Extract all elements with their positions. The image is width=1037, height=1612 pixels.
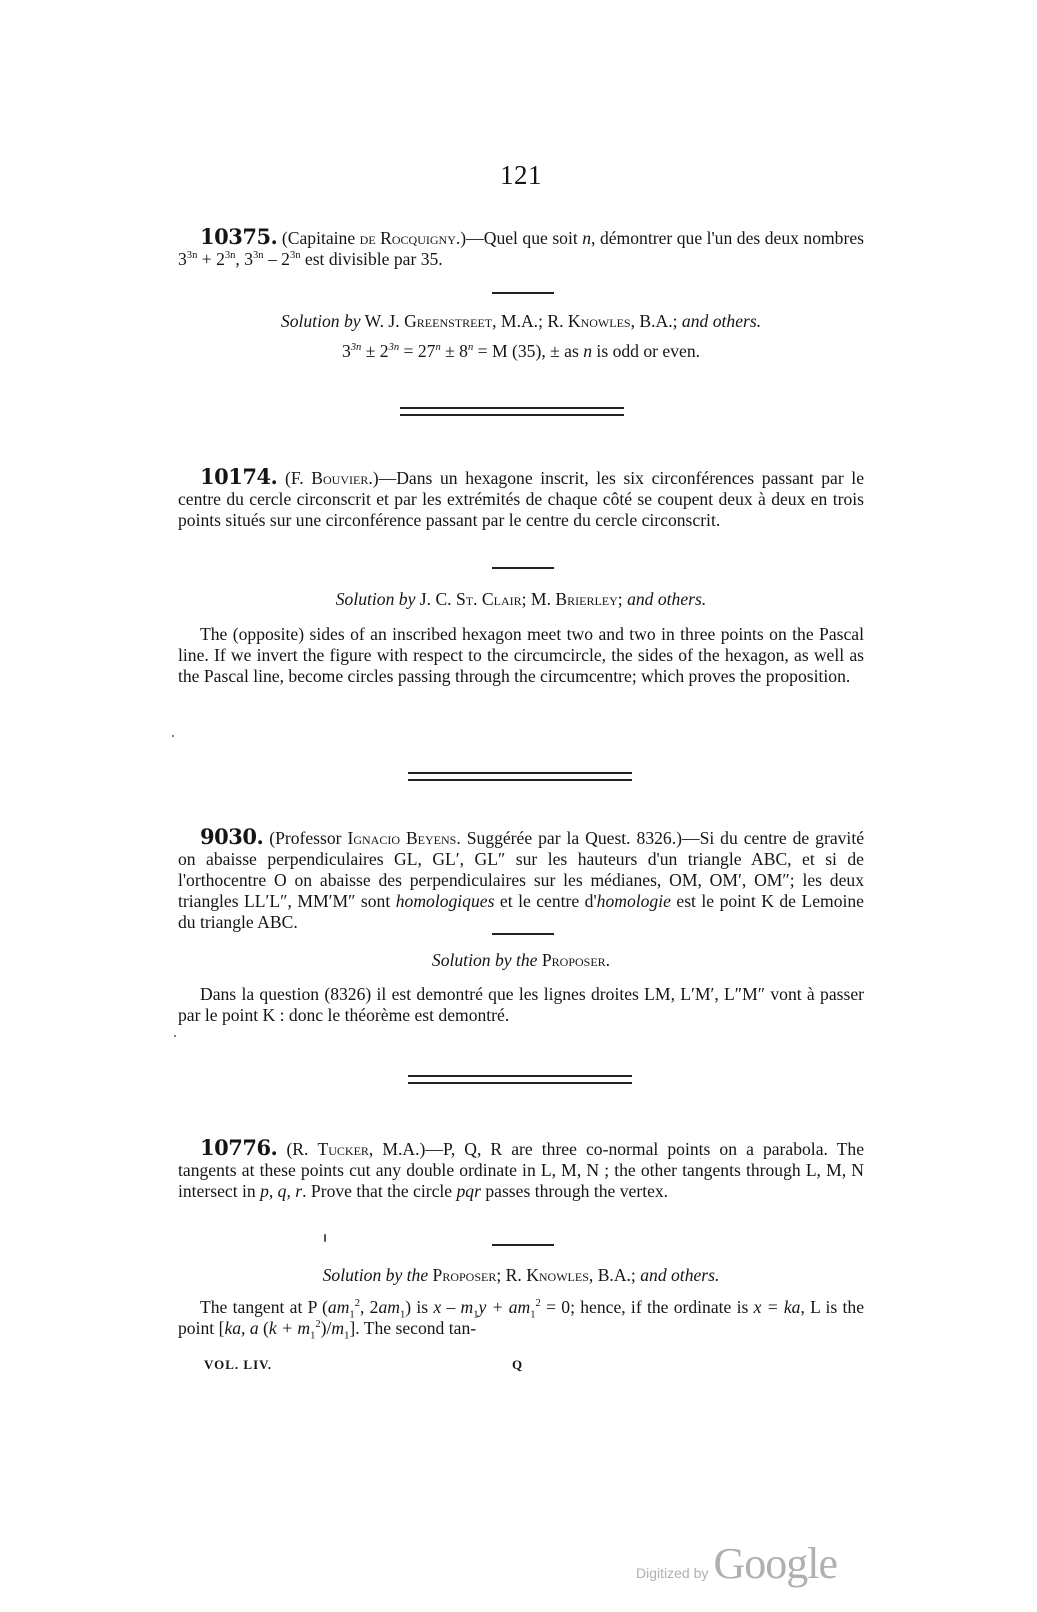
solution-credit — [178, 589, 864, 610]
math-sub: 1 — [473, 1309, 479, 1321]
solver-name: Knowles — [526, 1265, 589, 1285]
proposer-prefix: (Professor — [269, 828, 348, 848]
solver-name: Greenstreet — [404, 311, 493, 331]
section-divider — [492, 1244, 554, 1246]
math-var: pqr — [456, 1181, 481, 1201]
math-var: am — [327, 1297, 350, 1317]
solution-label: Solution by the — [431, 950, 538, 970]
solution-credit — [178, 950, 864, 971]
solution-label: Solution by — [335, 589, 416, 609]
proposer-prefix: (F. — [285, 468, 312, 488]
math-text: ) is — [405, 1297, 434, 1317]
solver-name: Knowles — [567, 311, 631, 331]
math-text: , 2 — [359, 1297, 379, 1317]
problem-10375 — [178, 226, 864, 270]
statement-text: , 3 — [235, 249, 254, 269]
solution-text: Dans la question (8326) il est demontré que les lignes droites LM, L′M′, L″M″ vont à passer par le point K : donc le théorème est demontré. — [178, 984, 864, 1025]
solution-credit — [178, 1265, 864, 1286]
math-text: The tangent at P ( — [200, 1297, 328, 1317]
statement-text: est le point K de Lemoine du triangle ABC. — [178, 891, 864, 932]
section-divider — [492, 292, 554, 294]
solver-text: ; — [617, 589, 628, 609]
solver-text: , B.A.; — [630, 311, 682, 331]
math-text: ( — [258, 1318, 269, 1338]
math-var: k + m — [268, 1318, 311, 1338]
statement-text: . Suggérée par la Quest. 8326.)—Si du centre de gravité on abaisse perpendiculaires GL, GL′, GL″ sur les hauteurs d'un triangle ABC, et si de l'orthocentre O on abaisse des perpendiculaires sur les médianes, OM, OM′, OM″; les deux triangles LL′L″, MM′M″ sont — [178, 828, 865, 911]
solution-body — [178, 984, 864, 1026]
math-text: is odd or even. — [592, 341, 701, 361]
math-sup: n — [467, 342, 474, 354]
solver-name: St. Clair — [455, 589, 522, 609]
problem-statement — [178, 226, 864, 270]
solver-text: . — [605, 950, 611, 970]
statement-text: .)—Dans un hexagone inscrit, les six circonférences passant par le centre du cercle circonscrit et par les extrémités de chaque côté se coupent deux à deux en trois points situés sur une circonférence passant par le centre du cercle circonscrit. — [178, 468, 865, 530]
solver-name: Proposer — [432, 1265, 497, 1285]
and-others: and others. — [627, 589, 707, 609]
solution-label: Solution by — [280, 311, 361, 331]
math-sup: 2 — [535, 1298, 541, 1310]
solution-text — [178, 1297, 865, 1342]
math-sup: 3n — [350, 342, 362, 354]
math-text: ± 2 — [361, 341, 389, 361]
page-number: 121 — [500, 160, 542, 190]
math-sup: 2 — [315, 1319, 321, 1331]
italic-term: homologie — [596, 891, 671, 911]
math-text: 3 — [341, 341, 351, 361]
problem-10174 — [178, 466, 864, 531]
statement-text: , démontrer que l'un des deux nombres 3 — [178, 228, 864, 269]
math-sup: n — [435, 342, 441, 354]
problem-10776 — [178, 1137, 864, 1202]
problem-number: 10776. — [200, 1135, 278, 1160]
math-sup: 3n — [388, 342, 400, 354]
math-sub: 1 — [344, 1330, 350, 1342]
solver-name: Brierley — [555, 589, 618, 609]
solver-text: , M.A.; R. — [492, 311, 568, 331]
statement-text: . Prove that the circle — [302, 1181, 457, 1201]
statement-text: passes through the vertex. — [480, 1181, 669, 1201]
math-sub: 1 — [349, 1309, 355, 1321]
math-sub: 1 — [310, 1330, 316, 1342]
math-text: = 27 — [399, 341, 436, 361]
solver-text: W. J. — [360, 311, 405, 331]
problem-number: 9030. — [200, 824, 264, 849]
and-others: and others. — [640, 1265, 720, 1285]
proposer-name: Ignacio Beyens — [347, 828, 457, 848]
watermark-prefix: Digitized by — [636, 1565, 709, 1581]
solver-text: ; R. — [496, 1265, 527, 1285]
statement-text: .)—Quel que soit — [455, 228, 583, 248]
scan-artifact — [172, 735, 174, 737]
problem-statement — [178, 826, 864, 933]
math-sup: 3n — [224, 250, 236, 262]
solution-text: The (opposite) sides of an inscribed hexagon meet two and two in three points on the Pascal line. If we invert the figure with respect to the circumcircle, the sides of the hexagon, as well as the Pascal line, become circles passing through the circumcentre; which proves the proposition. — [178, 624, 864, 686]
italic-term: homologiques — [395, 891, 495, 911]
statement-text: , M.A.)—P, Q, R are three co-normal points on a parabola. The tangents at these points cut any double ordinate in L, M, N ; the other tangents through L, M, N intersect in — [178, 1139, 864, 1201]
math-sub: 1 — [530, 1309, 536, 1321]
math-sup: 3n — [186, 250, 198, 262]
math-text: ± 8 — [440, 341, 468, 361]
math-var: n — [582, 228, 592, 248]
scan-artifact — [174, 1035, 176, 1037]
math-text: , L is the point [ — [178, 1297, 865, 1338]
math-var: n — [583, 341, 593, 361]
digitization-watermark — [636, 1538, 837, 1589]
math-text: = M (35), ± as — [473, 341, 584, 361]
and-others: and others. — [681, 311, 762, 331]
math-var: m — [331, 1318, 345, 1338]
math-sub: 1 — [399, 1309, 406, 1321]
proposer-name: de Rocquigny — [359, 228, 456, 248]
solver-text: ; M. — [521, 589, 556, 609]
statement-text: + 2 — [197, 249, 225, 269]
statement-text: – 2 — [263, 249, 290, 269]
proposer-name: Tucker — [317, 1139, 369, 1159]
math-text: )/ — [320, 1318, 332, 1338]
math-sup: 3n — [253, 250, 264, 262]
watermark-brand-logo: Google — [713, 1539, 837, 1588]
math-var: x = ka — [753, 1297, 801, 1317]
solution-body — [178, 1297, 865, 1342]
problem-number: 10375. — [200, 224, 278, 249]
math-sup: 3n — [289, 250, 301, 262]
solver-text: , B.A.; — [588, 1265, 641, 1285]
solution-credit — [178, 311, 864, 332]
proposer-name: Bouvier — [311, 468, 369, 488]
scan-artifact — [324, 1234, 326, 1242]
problem-9030 — [178, 826, 864, 933]
math-sup: 2 — [354, 1298, 360, 1310]
problem-separator — [408, 772, 632, 781]
problem-separator — [408, 1075, 632, 1084]
section-divider — [492, 933, 554, 935]
math-var: y + am — [478, 1297, 531, 1317]
statement-text: et le centre d' — [494, 891, 597, 911]
section-divider — [492, 567, 554, 569]
proposer-prefix: (Capitaine — [281, 228, 360, 248]
solver-name: Proposer — [541, 950, 606, 970]
solution-formula — [178, 341, 864, 362]
problem-statement — [178, 1137, 864, 1202]
math-text: = 0; hence, if the ordinate is — [540, 1297, 754, 1317]
statement-text: est divisible par 35. — [300, 249, 443, 269]
solver-text: J. C. — [415, 589, 456, 609]
problem-statement — [178, 466, 864, 531]
volume-label: VOL. LIV. — [204, 1357, 273, 1372]
math-var: ka, a — [224, 1318, 259, 1338]
math-var: am — [378, 1297, 400, 1317]
math-text: ]. The second tan- — [349, 1318, 477, 1338]
signature-mark: Q — [512, 1357, 523, 1372]
math-var: x – m — [433, 1297, 474, 1317]
problem-number: 10174. — [200, 464, 278, 489]
solution-label: Solution by the — [322, 1265, 429, 1285]
problem-separator — [400, 407, 624, 416]
proposer-prefix: (R. — [286, 1139, 318, 1159]
math-var: p, q, r — [260, 1181, 303, 1201]
solution-body — [178, 624, 864, 687]
